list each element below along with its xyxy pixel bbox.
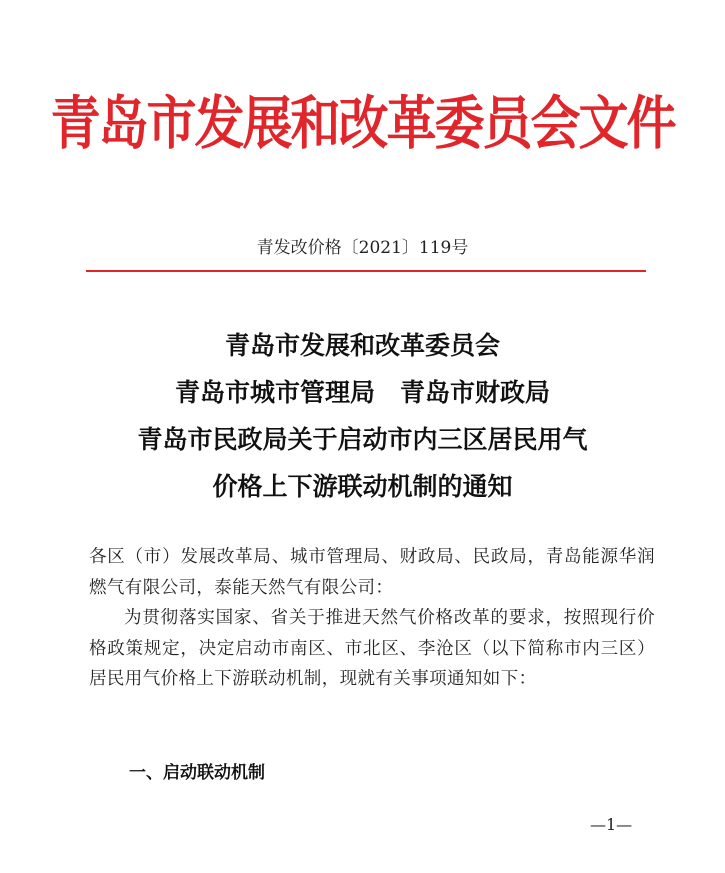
title-line-1: 青岛市发展和改革委员会 xyxy=(224,331,500,360)
title-line-4: 价格上下游联动机制的通知 xyxy=(212,472,513,501)
addressee-paragraph: 各区（市）发展改革局、城市管理局、财政局、民政局，青岛能源华润燃气有限公司，泰能天然气有限公司： xyxy=(89,547,655,598)
red-header-title: 青岛市发展和改革委员会文件 xyxy=(50,88,675,157)
page-number: —1— xyxy=(590,815,633,834)
red-divider-line xyxy=(86,270,646,272)
title-line-2: 青岛市城市管理局 青岛市财政局 xyxy=(174,378,550,407)
document-number: 青发改价格〔2021〕119号 xyxy=(256,238,469,258)
section-heading-1: 一、启动联动机制 xyxy=(129,763,265,783)
document-title xyxy=(0,322,725,510)
document-body xyxy=(89,542,655,695)
title-line-3: 青岛市民政局关于启动市内三区居民用气 xyxy=(137,425,588,454)
body-paragraph-1: 为贯彻落实国家、省关于推进天然气价格改革的要求，按照现行价格政策规定，决定启动市南区、市北区、李沧区（以下简称市内三区）居民用气价格上下游联动机制，现就有关事项通知如下： xyxy=(89,608,655,689)
